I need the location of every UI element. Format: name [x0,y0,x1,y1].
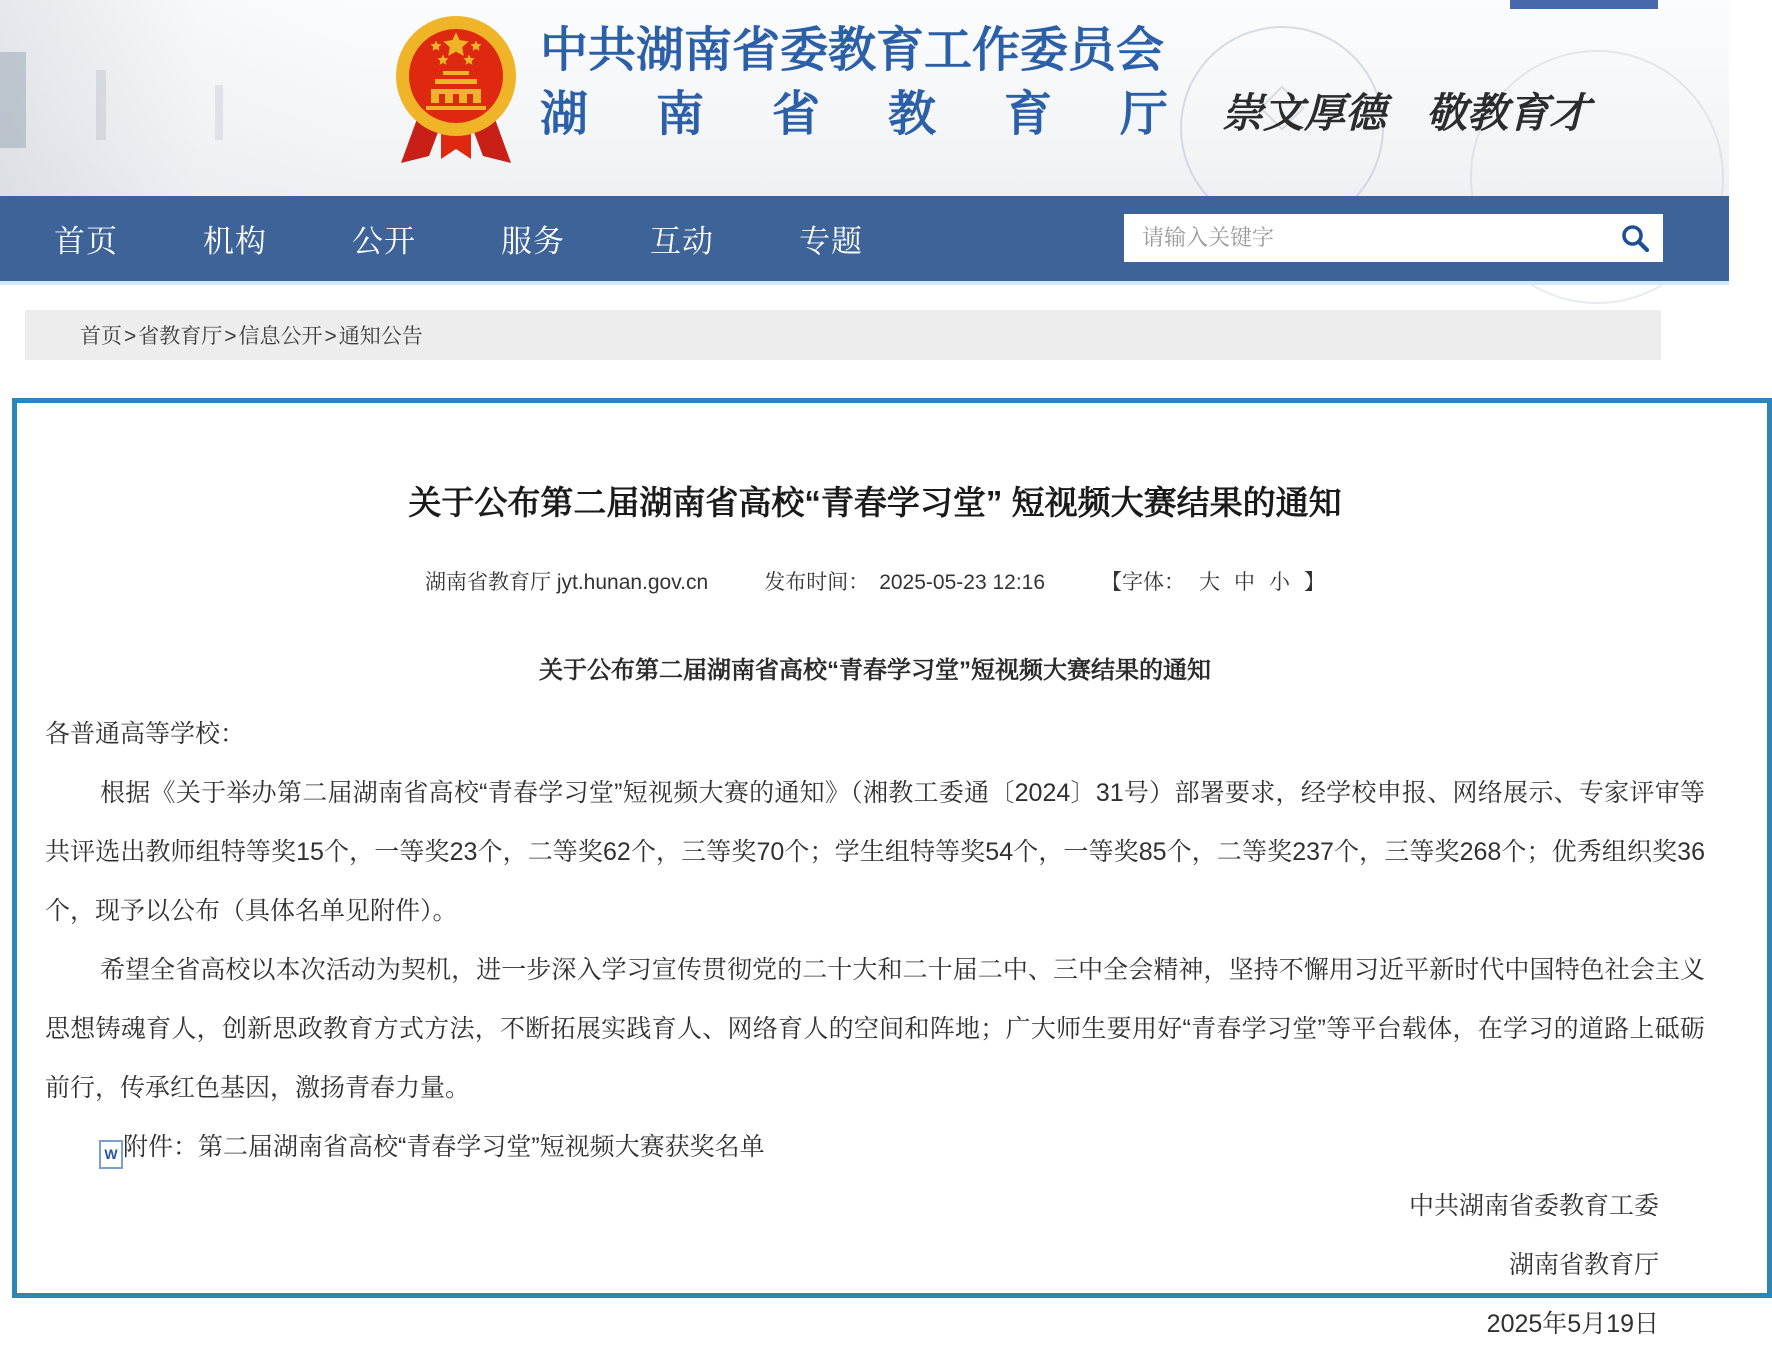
nav-item[interactable]: 互动 [650,224,714,259]
header-photo-fragment [215,85,223,140]
breadcrumb-link[interactable]: 通知公告 [338,325,423,348]
publish-time [764,566,1045,596]
signature-line: 2025年5月19日 [1486,1310,1659,1338]
publish-time-value: 2025-05-23 12:16 [879,571,1046,594]
nav-item[interactable]: 机构 [203,224,267,259]
breadcrumb-link[interactable]: 首页 [80,325,122,348]
nav-item[interactable]: 首页 [54,224,118,259]
breadcrumb-segment [80,320,138,350]
article-container [12,398,1772,1338]
nav-item[interactable]: 服务 [501,224,565,259]
article-source: 湖南省教育厅 jyt.hunan.gov.cn [424,571,709,594]
body-paragraph: 希望全省高校以本次活动为契机，进一步深入学习宣传贯彻党的二十大和二十届二中、三中全会精神，坚持不懈用习近平新时代中国特色社会主义思想铸魂育人，创新思政教育方式方法，不断拓展实践育人、网络育人的空间和阵地；广大师生要用好“青春学习堂”等平台载体，在学习的道路上砥砺前行，传承红色基因，激扬青春力量。 [45,956,1705,1102]
font-size-option[interactable]: 中 [1234,571,1256,594]
signature-line: 湖南省教育厅 [1508,1251,1659,1279]
article [17,477,1767,1354]
search-input[interactable] [1140,224,1619,252]
attachment-line [45,1118,1705,1177]
search-icon[interactable] [1619,222,1651,254]
font-size-option[interactable]: 小 [1269,571,1291,594]
font-size-label-end: 】 [1304,571,1326,594]
article-body [45,705,1705,1177]
search-box [1124,214,1663,262]
word-doc-icon[interactable]: W [99,1140,123,1169]
signature-block [45,1177,1705,1354]
breadcrumb-segment [239,320,339,350]
top-right-button[interactable] [1510,0,1658,9]
font-size-option[interactable]: 大 [1199,571,1221,594]
font-size-control [1101,566,1325,596]
breadcrumb [25,310,1661,360]
main-navbar [0,196,1729,285]
attachment-label: 附件： [123,1133,199,1161]
breadcrumb-link[interactable]: 省教育厅 [138,325,223,348]
publish-time-label: 发布时间： [764,571,870,594]
site-header [0,0,1729,196]
motto-right: 敬教育才 [1426,90,1590,136]
breadcrumb-segment [138,320,238,350]
breadcrumb-separator: > [324,325,337,348]
body-paragraph: 根据《关于举办第二届湖南省高校“青春学习堂”短视频大赛的通知》（湘教工委通〔2024〕31号）部署要求，经学校申报、网络展示、专家评审等共评选出教师组特等奖15个，一等奖23个，二等奖62个，三等奖70个；学生组特等奖54个，一等奖85个，二等奖237个，三等奖268个；优秀组织奖36个，现予以公布（具体名单见附件）。 [45,779,1705,925]
header-motto [1222,80,1642,139]
nav-item[interactable]: 公开 [352,224,416,259]
signature-line: 中共湖南省委教育工委 [1408,1192,1659,1220]
site-brand [540,24,1168,142]
header-photo-fragment [96,70,106,140]
font-size-label-start: 【字体： [1101,571,1186,594]
page-title: 关于公布第二届湖南省高校“青春学习堂” 短视频大赛结果的通知 [408,484,1342,521]
org-title-line1: 中共湖南省委教育工作委员会 [540,24,1165,77]
breadcrumb-separator: > [224,325,237,348]
attachment-link[interactable]: 第二届湖南省高校“青春学习堂”短视频大赛获奖名单 [198,1133,765,1161]
paragraph-list [45,764,1705,1118]
header-photo-fragment [0,52,26,148]
national-emblem-logo[interactable] [393,13,519,181]
org-title-line2: 湖南省教育厅 [540,88,1168,141]
header-background-art [0,0,360,196]
article-meta [45,566,1705,596]
breadcrumb-link[interactable]: 信息公开 [238,325,323,348]
breadcrumb-separator: > [124,325,137,348]
motto-left: 崇文厚德 [1222,90,1386,136]
nav-item[interactable]: 专题 [799,224,863,259]
article-subtitle: 关于公布第二届湖南省高校“青春学习堂”短视频大赛结果的通知 [539,657,1211,684]
font-size-options [1199,566,1290,596]
breadcrumb-segment [339,320,427,350]
salutation: 各普通高等学校： [45,720,246,748]
